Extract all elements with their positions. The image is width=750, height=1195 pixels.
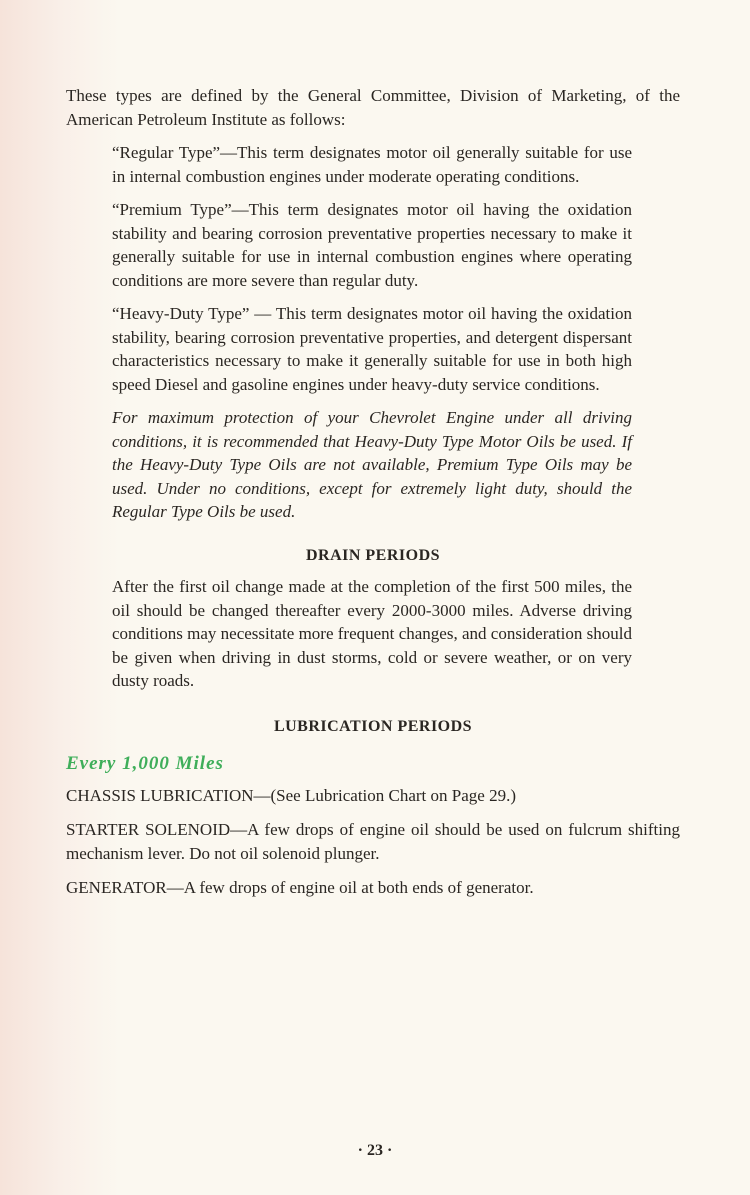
page-content [66, 84, 680, 911]
drain-periods-paragraph: After the first oil change made at the completion of the first 500 miles, the oil should be changed thereafter every 2000-3000 miles. Adverse driving conditions may necessitate more frequent changes, and consideration should be given when driving in dust storms, cold or severe weather, or on very dusty roads. [112, 577, 632, 690]
chassis-lubrication-item: CHASSIS LUBRICATION—(See Lubrication Chart on Page 29.) [66, 785, 516, 805]
page-number: · 23 · [357, 1142, 393, 1159]
definition-regular-type: “Regular Type”—This term designates motor oil generally suitable for use in internal combustion engines under moderate operating conditions. [112, 143, 632, 186]
definition-premium-type: “Premium Type”—This term designates motor oil having the oxidation stability and bearing corrosion preventative properties necessary to make it generally suitable for use in internal combustion engines where operating conditions are more severe than regular duty. [112, 200, 632, 290]
lubrication-periods-heading: LUBRICATION PERIODS [273, 717, 473, 735]
intro-paragraph: These types are defined by the General Committee, Division of Marketing, of the American Petroleum Institute as follows: [66, 86, 680, 129]
starter-solenoid-item: STARTER SOLENOID—A few drops of engine oil should be used on fulcrum shifting mechanism lever. Do not oil solenoid plunger. [66, 820, 680, 863]
drain-periods-heading: DRAIN PERIODS [305, 546, 441, 564]
definition-heavy-duty-type: “Heavy-Duty Type” — This term designates motor oil having the oxidation stability, bearing corrosion preventative properties, and detergent dispersant characteristics necessary to make it generally suitable for use in both high speed Diesel and gasoline engines under heavy-duty service conditions. [112, 304, 632, 394]
every-1000-miles-subheading: Every 1,000 Miles [66, 753, 224, 774]
generator-item: GENERATOR—A few drops of engine oil at both ends of generator. [66, 878, 534, 897]
recommendation-paragraph: For maximum protection of your Chevrolet Engine under all driving conditions, it is recommended that Heavy-Duty Type Motor Oils be used. If the Heavy-Duty Type Oils are not available, Premium Type Oils may be used. Under no conditions, except for extremely light duty, should the Regular Type Oils be used. [112, 408, 632, 521]
